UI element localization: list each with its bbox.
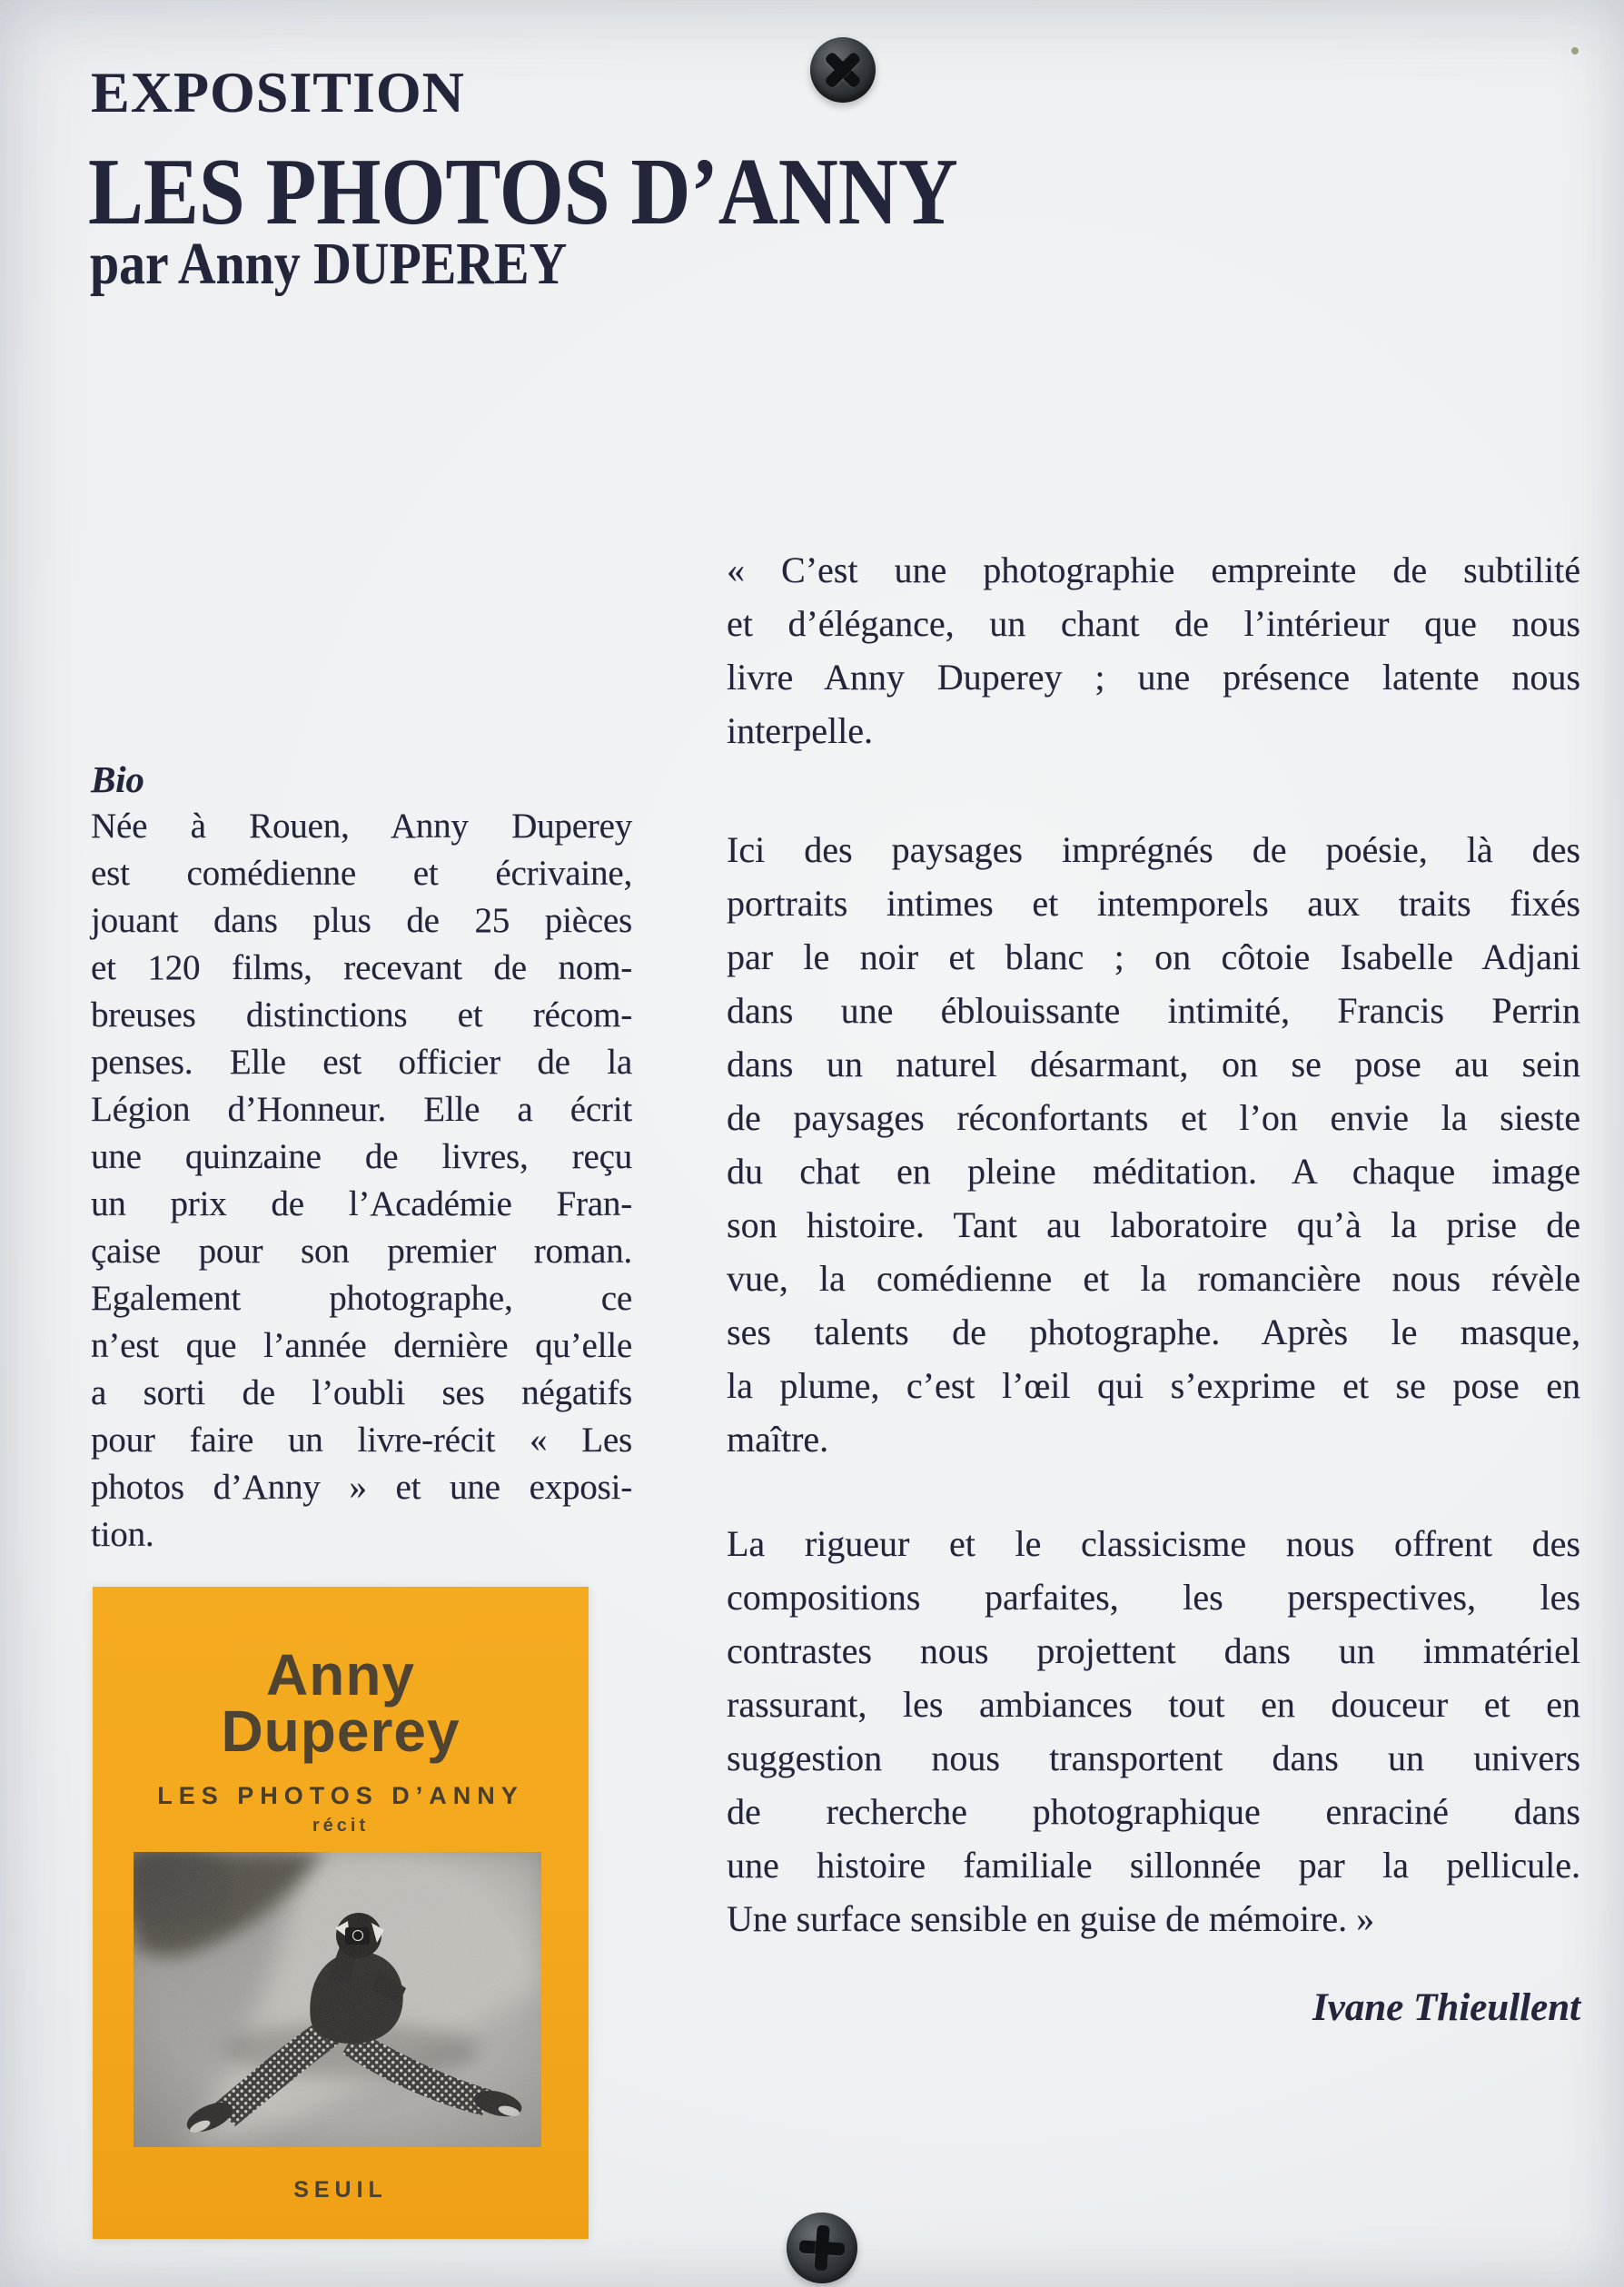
book-publisher: SEUIL xyxy=(293,2177,388,2203)
text-line: suggestion nous transportent dans un univers xyxy=(727,1738,1580,1778)
screw-icon xyxy=(787,2213,857,2283)
quote-paragraph-3 xyxy=(727,1517,1580,1945)
text-line: une histoire familiale sillonnée par la pellicule. xyxy=(727,1845,1580,1886)
text-line: Egalement photographe, ce xyxy=(91,1279,632,1318)
text-line: et 120 films, recevant de nom- xyxy=(91,948,632,987)
bio-heading: Bio xyxy=(91,758,144,800)
text-line: Ici des paysages imprégnés de poésie, là des xyxy=(727,829,1580,870)
photo-illustration xyxy=(134,1852,541,2147)
text-line: est comédienne et écrivaine, xyxy=(91,854,632,893)
text-line: vue, la comédienne et la romancière nous révèle xyxy=(727,1258,1580,1299)
text-line: dans une éblouissante intimité, Francis Perrin xyxy=(727,990,1580,1031)
quote-paragraph-1 xyxy=(727,543,1580,757)
text-line: interpelle. xyxy=(727,710,874,751)
text-line: tion. xyxy=(91,1515,154,1554)
text-line: Une surface sensible en guise de mémoire. » xyxy=(727,1898,1375,1939)
text-line: la plume, c’est l’œil qui s’exprime et se pose en xyxy=(727,1365,1580,1406)
page-title: LES PHOTOS D’ANNY xyxy=(88,138,958,244)
book-author xyxy=(93,1642,589,1764)
book-author-line: Anny xyxy=(266,1642,415,1708)
book-author-line: Duperey xyxy=(221,1698,460,1764)
text-line: Née à Rouen, Anny Duperey xyxy=(91,807,632,846)
signature: Ivane Thieullent xyxy=(1312,1986,1580,2029)
quote-column xyxy=(727,543,1580,2030)
text-line: n’est que l’année dernière qu’elle xyxy=(91,1326,632,1365)
text-line: livre Anny Duperey ; une présence latente nous xyxy=(727,657,1580,698)
text-line: pour faire un livre-récit « Les xyxy=(91,1421,632,1460)
text-line: La rigueur et le classicisme nous offrent des xyxy=(727,1523,1580,1564)
text-line: une quinzaine de livres, reçu xyxy=(91,1137,632,1176)
text-line: de recherche photographique enraciné dans xyxy=(727,1791,1580,1832)
text-line: maître. xyxy=(727,1419,829,1460)
book-title: LES PHOTOS D’ANNY xyxy=(157,1782,524,1809)
quote-paragraph-2 xyxy=(727,823,1580,1466)
text-line: son histoire. Tant au laboratoire qu’à la prise de xyxy=(727,1204,1580,1245)
text-line: jouant dans plus de 25 pièces xyxy=(91,901,632,940)
screw-slot xyxy=(814,2225,829,2272)
text-line: Légion d’Honneur. Elle a écrit xyxy=(91,1090,632,1129)
text-line: de paysages réconfortants et l’on envie la sieste xyxy=(727,1097,1580,1138)
text-line: a sorti de l’oubli ses négatifs xyxy=(91,1373,632,1412)
screw-icon xyxy=(810,37,876,103)
bio-column xyxy=(91,756,632,1559)
book-genre: récit xyxy=(312,1816,370,1836)
text-line: breuses distinctions et récom- xyxy=(91,995,632,1035)
exhibition-kicker: EXPOSITION xyxy=(91,60,465,124)
book-cover xyxy=(93,1587,589,2239)
text-line: un prix de l’Académie Fran- xyxy=(91,1184,632,1223)
book-cover-photo xyxy=(134,1852,541,2147)
text-line: rassurant, les ambiances tout en douceur et en xyxy=(727,1684,1580,1725)
byline: par Anny DUPEREY xyxy=(90,231,568,297)
text-line: photos d’Anny » et une exposi- xyxy=(91,1468,632,1507)
text-line: portraits intimes et intemporels aux traits fixés xyxy=(727,883,1580,924)
text-line: et d’élégance, un chant de l’intérieur que nous xyxy=(727,603,1580,644)
text-line: ses talents de photographe. Après le masque, xyxy=(727,1312,1580,1352)
text-line: dans un naturel désarmant, on se pose au sein xyxy=(727,1044,1580,1084)
text-line: contrastes nous projettent dans un immatériel xyxy=(727,1630,1580,1671)
text-line: compositions parfaites, les perspectives, les xyxy=(727,1577,1580,1618)
paper-speck xyxy=(1571,47,1579,54)
text-line: « C’est une photographie empreinte de subtilité xyxy=(727,549,1580,590)
text-line: penses. Elle est officier de la xyxy=(91,1043,632,1082)
text-line: du chat en pleine méditation. A chaque image xyxy=(727,1151,1580,1192)
bio-text xyxy=(91,803,632,1559)
text-line: par le noir et blanc ; on côtoie Isabelle Adjani xyxy=(727,936,1580,977)
text-line: çaise pour son premier roman. xyxy=(91,1232,632,1271)
